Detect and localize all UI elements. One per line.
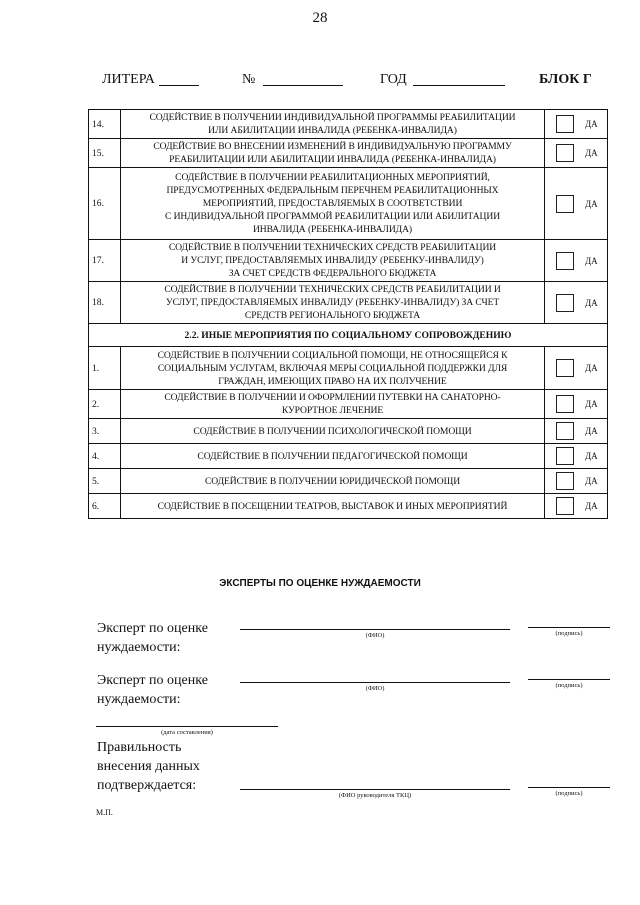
head-fio-caption: (ФИО руководителя ТКЦ): [338, 792, 412, 799]
row-number: 17.: [89, 240, 121, 282]
yes-label: ДА: [585, 198, 598, 209]
row-checkbox-cell: [545, 469, 608, 494]
litera-blank[interactable]: [159, 72, 199, 86]
yes-label: ДА: [585, 451, 598, 461]
yes-checkbox[interactable]: [556, 294, 574, 312]
yes-checkbox[interactable]: [556, 497, 574, 515]
row-checkbox-cell: [545, 494, 608, 519]
row-description: [121, 168, 545, 240]
row-number: 5.: [89, 469, 121, 494]
table-row: [89, 494, 608, 519]
expert2-fio-caption: (ФИО): [365, 685, 385, 692]
description-line: ЗА СЧЕТ СРЕДСТВ ФЕДЕРАЛЬНОГО БЮДЖЕТА: [228, 268, 437, 279]
description-line: СОДЕЙСТВИЕ ВО ВНЕСЕНИИ ИЗМЕНЕНИЙ В ИНДИВИДУАЛЬНУЮ ПРОГРАММУ: [153, 141, 512, 152]
section-row: [89, 324, 608, 347]
expert1-signature-caption: (подпись): [555, 630, 583, 637]
row-number: 4.: [89, 444, 121, 469]
expert1-fio-caption: (ФИО): [365, 632, 385, 639]
yes-checkbox[interactable]: [556, 472, 574, 490]
row-description: [121, 494, 545, 519]
row-checkbox-cell: [545, 168, 608, 240]
row-number: 2.: [89, 390, 121, 419]
yes-label: ДА: [585, 119, 598, 129]
description-line: СОЦИАЛЬНЫМ УСЛУГАМ, ВКЛЮЧАЯ МЕРЫ СОЦИАЛЬНОЙ ПОДДЕРЖКИ ДЛЯ: [157, 362, 508, 374]
yes-checkbox[interactable]: [556, 115, 574, 133]
description-line: СОДЕЙСТВИЕ В ПОЛУЧЕНИИ ЮРИДИЧЕСКОЙ ПОМОЩИ: [204, 475, 461, 487]
description-line: С ИНДИВИДУАЛЬНОЙ ПРОГРАММОЙ РЕАБИЛИТАЦИИ ИЛИ АБИЛИТАЦИИ: [164, 211, 501, 222]
description-line: СОДЕЙСТВИЕ В ПОЛУЧЕНИИ ПСИХОЛОГИЧЕСКОЙ ПОМОЩИ: [193, 425, 472, 437]
description-line: КУРОРТНОЕ ЛЕЧЕНИЕ: [281, 405, 384, 416]
experts-title: ЭКСПЕРТЫ ПО ОЦЕНКЕ НУЖДАЕМОСТИ: [219, 578, 421, 589]
row-description: [121, 419, 545, 444]
description-line: ПРЕДУСМОТРЕННЫХ ФЕДЕРАЛЬНЫМ ПЕРЕЧНЕМ РЕАБИЛИТАЦИОННЫХ: [166, 185, 499, 196]
row-checkbox-cell: [545, 110, 608, 139]
row-number: 18.: [89, 282, 121, 324]
date-caption: (дата составления): [161, 729, 213, 736]
description-line: МЕРОПРИЯТИЙ, ПРЕДОСТАВЛЯЕМЫХ В СООТВЕТСТВИИ: [202, 198, 463, 209]
row-checkbox-cell: [545, 419, 608, 444]
stamp-placeholder: М.П.: [96, 808, 113, 817]
yes-checkbox[interactable]: [556, 447, 574, 465]
head-signature-caption: (подпись): [555, 790, 583, 797]
yes-label: ДА: [585, 363, 598, 373]
row-number: 6.: [89, 494, 121, 519]
yes-checkbox[interactable]: [556, 422, 574, 440]
table-row: [89, 444, 608, 469]
expert2-fio-line[interactable]: [240, 682, 510, 683]
row-description: [121, 444, 545, 469]
row-checkbox-cell: [545, 282, 608, 324]
yes-checkbox[interactable]: [556, 359, 574, 377]
yes-label: ДА: [585, 501, 598, 511]
expert1-label: Эксперт по оценке нуждаемости:: [97, 621, 208, 655]
yes-label: ДА: [585, 476, 598, 486]
table-row: [89, 168, 608, 240]
row-description: [121, 469, 545, 494]
services-rows-b: [89, 347, 608, 519]
expert2-signature-caption: (подпись): [555, 682, 583, 689]
row-checkbox-cell: [545, 139, 608, 168]
description-line: СОДЕЙСТВИЕ В ПОЛУЧЕНИИ СОЦИАЛЬНОЙ ПОМОЩИ, НЕ ОТНОСЯЩЕЙСЯ К: [157, 349, 508, 361]
description-line: ИЛИ АБИЛИТАЦИИ ИНВАЛИДА (РЕБЕНКА-ИНВАЛИДА): [208, 125, 457, 136]
expert2-signature-line[interactable]: [528, 679, 610, 680]
expert1-signature-line[interactable]: [528, 627, 610, 628]
description-line: СОДЕЙСТВИЕ В ПОЛУЧЕНИИ ТЕХНИЧЕСКИХ СРЕДСТВ РЕАБИЛИТАЦИИ: [168, 242, 497, 253]
table-row: [89, 240, 608, 282]
row-checkbox-cell: [545, 347, 608, 390]
yes-label: ДА: [585, 399, 598, 409]
year-blank[interactable]: [413, 72, 505, 86]
description-line: СОДЕЙСТВИЕ В ПОЛУЧЕНИИ ИНДИВИДУАЛЬНОЙ ПРОГРАММЫ РЕАБИЛИТАЦИИ: [149, 112, 516, 123]
description-line: СОДЕЙСТВИЕ В ПОЛУЧЕНИИ ПЕДАГОГИЧЕСКОЙ ПОМОЩИ: [197, 450, 468, 462]
date-line[interactable]: [96, 726, 278, 727]
description-line: СОДЕЙСТВИЕ В ПОЛУЧЕНИИ И ОФОРМЛЕНИИ ПУТЕВКИ НА САНАТОРНО-: [164, 392, 501, 403]
table-row: [89, 139, 608, 168]
page-number: 28: [312, 10, 328, 26]
table-row: [89, 110, 608, 139]
description-line: СОДЕЙСТВИЕ В ПОЛУЧЕНИИ РЕАБИЛИТАЦИОННЫХ МЕРОПРИЯТИЙ,: [175, 172, 490, 183]
litera-field: ЛИТЕРА: [102, 72, 155, 88]
yes-label: ДА: [585, 255, 598, 266]
number-field: №: [242, 72, 255, 88]
confirm-label: Правильность внесения данных подтверждается:: [97, 740, 200, 793]
yes-label: ДА: [585, 426, 598, 436]
row-description: [121, 347, 545, 390]
table-row: [89, 469, 608, 494]
row-description: [121, 390, 545, 419]
yes-checkbox[interactable]: [556, 195, 574, 213]
table-row: [89, 419, 608, 444]
head-signature-line[interactable]: [528, 787, 610, 788]
year-field: ГОД: [380, 72, 407, 88]
description-line: УСЛУГ, ПРЕДОСТАВЛЯЕМЫХ ИНВАЛИДУ (РЕБЕНКУ-ИНВАЛИДУ) ЗА СЧЕТ: [165, 297, 500, 308]
row-description: [121, 110, 545, 139]
description-line: СОДЕЙСТВИЕ В ПОЛУЧЕНИИ ТЕХНИЧЕСКИХ СРЕДСТВ РЕАБИЛИТАЦИИ И: [164, 284, 501, 295]
services-rows-a: [89, 110, 608, 324]
yes-checkbox[interactable]: [556, 252, 574, 270]
description-line: И УСЛУГ, ПРЕДОСТАВЛЯЕМЫХ ИНВАЛИДУ (РЕБЕНКУ-ИНВАЛИДУ): [181, 255, 484, 266]
description-line: ГРАЖДАН, ИМЕЮЩИХ ПРАВО НА ИХ ПОЛУЧЕНИЕ: [218, 375, 447, 387]
expert1-fio-line[interactable]: [240, 629, 510, 630]
description-line: ИНВАЛИДА (РЕБЕНКА-ИНВАЛИДА): [252, 224, 413, 235]
row-description: [121, 282, 545, 324]
table-row: [89, 347, 608, 390]
block-label: БЛОК Г: [539, 72, 592, 87]
yes-checkbox[interactable]: [556, 144, 574, 162]
row-number: 1.: [89, 347, 121, 390]
section-title: 2.2. ИНЫЕ МЕРОПРИЯТИЯ ПО СОЦИАЛЬНОМУ СОПРОВОЖДЕНИЮ: [89, 324, 608, 347]
expert2-label: Эксперт по оценке нуждаемости:: [97, 673, 208, 707]
description-line: СРЕДСТВ РЕГИОНАЛЬНОГО БЮДЖЕТА: [244, 310, 421, 321]
row-number: 16.: [89, 168, 121, 240]
services-table: [88, 109, 608, 519]
row-number: 14.: [89, 110, 121, 139]
row-description: [121, 139, 545, 168]
row-number: 3.: [89, 419, 121, 444]
head-fio-line[interactable]: [240, 789, 510, 790]
yes-checkbox[interactable]: [556, 395, 574, 413]
description-line: РЕАБИЛИТАЦИИ ИЛИ АБИЛИТАЦИИ ИНВАЛИДА (РЕБЕНКА-ИНВАЛИДА): [169, 154, 496, 165]
row-checkbox-cell: [545, 240, 608, 282]
yes-label: ДА: [585, 148, 598, 158]
row-number: 15.: [89, 139, 121, 168]
row-description: [121, 240, 545, 282]
row-checkbox-cell: [545, 444, 608, 469]
number-blank[interactable]: [263, 72, 343, 86]
table-row: [89, 282, 608, 324]
yes-label: ДА: [585, 297, 598, 308]
description-line: СОДЕЙСТВИЕ В ПОСЕЩЕНИИ ТЕАТРОВ, ВЫСТАВОК И ИНЫХ МЕРОПРИЯТИЙ: [157, 500, 508, 512]
table-row: [89, 390, 608, 419]
row-checkbox-cell: [545, 390, 608, 419]
form-header: [102, 72, 598, 94]
